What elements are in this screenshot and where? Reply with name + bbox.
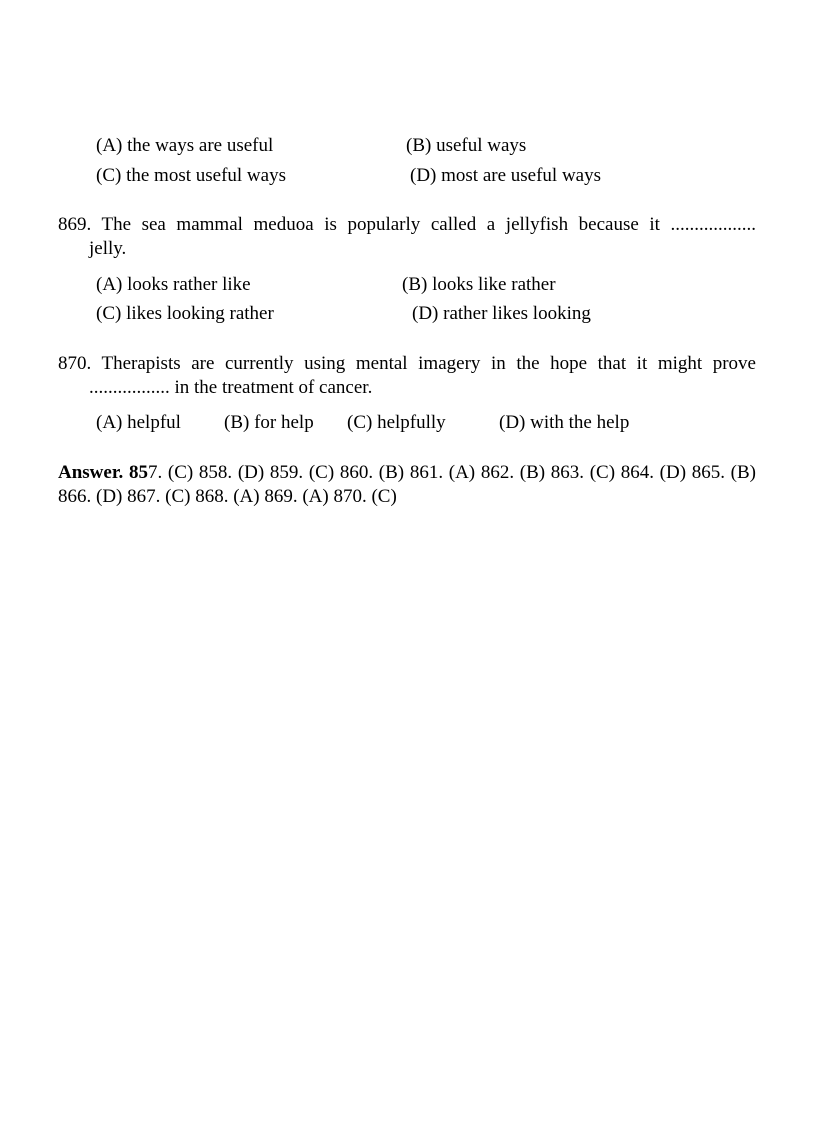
q870-option-b: (B) for help bbox=[224, 412, 314, 433]
q869-option-b: (B) looks like rather bbox=[402, 274, 556, 295]
q868-option-c: (C) the most useful ways bbox=[96, 165, 286, 186]
q870-option-d: (D) with the help bbox=[499, 412, 630, 433]
q869-option-a: (A) looks rather like bbox=[96, 274, 251, 295]
q869-text-line1: 869. The sea mammal meduoa is popularly called a jellyfish because it .................. bbox=[58, 214, 756, 235]
q869-option-d: (D) rather likes looking bbox=[412, 303, 591, 324]
answer-label: Answer. 85 bbox=[58, 462, 148, 483]
q870-option-a: (A) helpful bbox=[96, 412, 181, 433]
q868-option-b: (B) useful ways bbox=[406, 135, 527, 156]
q870-text-line1: 870. Therapists are currently using mental imagery in the hope that it might prove bbox=[58, 353, 756, 374]
q869-text-line2: jelly. bbox=[89, 238, 127, 259]
q868-option-a: (A) the ways are useful bbox=[96, 135, 274, 156]
q869-option-c: (C) likes looking rather bbox=[96, 303, 274, 324]
answer-key bbox=[58, 461, 756, 509]
answer-list: 7. (C) 858. (D) 859. (C) 860. (B) 861. (A) 862. (B) 863. (C) 864. (D) 865. (B) 866. (D) 867. (C) 868. (A) 869. (A) 870. (C) bbox=[58, 462, 756, 507]
q870-text-line2: ................. in the treatment of cancer. bbox=[89, 377, 373, 398]
q868-option-d: (D) most are useful ways bbox=[410, 165, 602, 186]
q870-option-c: (C) helpfully bbox=[347, 412, 446, 433]
